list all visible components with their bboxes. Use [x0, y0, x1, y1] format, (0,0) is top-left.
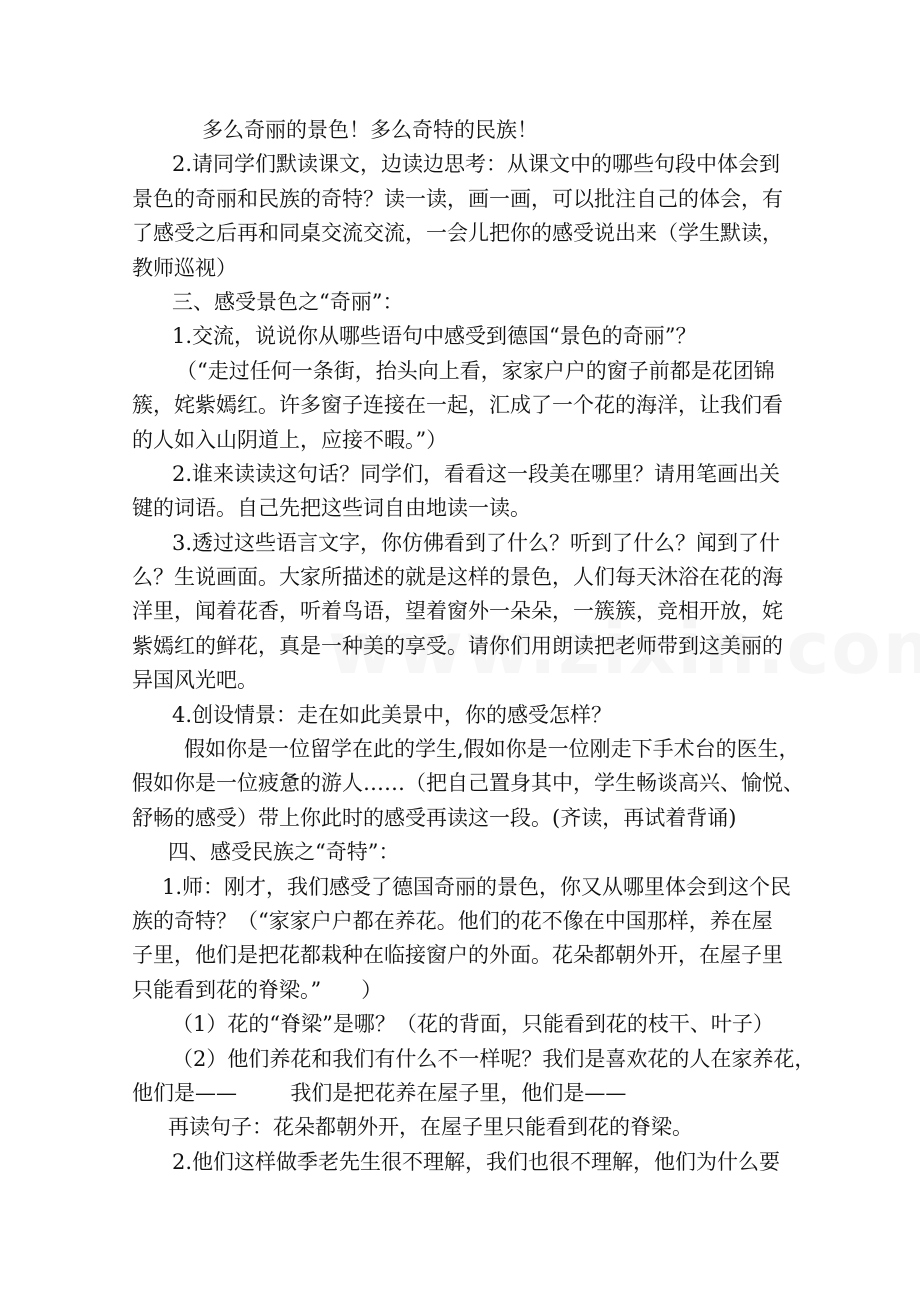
text-line: 3.透过这些语言文字，你仿佛看到了什么？听到了什么？闻到了什: [172, 530, 781, 555]
text-line: 假如你是一位留学在此的学生,假如你是一位刚走下手术台的医生，: [184, 737, 800, 762]
section-heading: 三、感受景色之“奇丽”：: [172, 289, 404, 314]
text-line: 2.谁来读读这句话？同学们，看看这一段美在哪里？请用笔画出关: [172, 461, 781, 486]
text-line: 只能看到花的脊梁。” ）: [132, 977, 383, 1002]
text-line: （“走过任何一条街，抬头向上看，家家户户的窗子前都是花团锦: [176, 358, 775, 383]
text-line: （1）花的“脊梁”是哪？（花的背面，只能看到花的枝干、叶子）: [172, 1012, 774, 1037]
text-line: 键的词语。自己先把这些词自由地读一读。: [132, 496, 531, 521]
text-line: 簇，姹紫嫣红。许多窗子连接在一起，汇成了一个花的海洋，让我们看: [132, 393, 783, 418]
section-heading: 四、感受民族之“奇特”：: [168, 840, 400, 865]
text-line: 假如你是一位疲惫的游人……（把自己置身其中，学生畅谈高兴、愉悦、: [132, 771, 804, 796]
text-line: 紫嫣红的鲜花，真是一种美的享受。请你们用朗读把老师带到这美丽的: [132, 633, 783, 658]
text-line: 4.创设情景：走在如此美景中，你的感受怎样？: [172, 702, 613, 727]
text-line: 再读句子：花朵都朝外开，在屋子里只能看到花的脊梁。: [168, 1115, 693, 1140]
watermark: [328, 606, 658, 690]
text-line: 了感受之后再和同桌交流交流，一会儿把你的感受说出来（学生默读，: [132, 221, 783, 246]
text-line: 洋里，闻着花香，听着鸟语，望着窗外一朵朵，一簇簇，竞相开放，姹: [132, 599, 783, 624]
text-line: 么？生说画面。大家所描述的就是这样的景色，人们每天沐浴在花的海: [132, 565, 783, 590]
text-line: 多么奇丽的景色！多么奇特的民族！: [202, 118, 538, 142]
text-line: 1.交流，说说你从哪些语句中感受到德国“景色的奇丽”？: [172, 324, 697, 349]
text-line: 舒畅的感受）带上你此时的感受再读这一段。(齐读，再试着背诵): [132, 805, 737, 830]
text-line: 异国风光吧。: [132, 668, 258, 693]
text-line: （2）他们养花和我们有什么不一样呢？我们是喜欢花的人在家养花，: [172, 1046, 816, 1071]
text-line: 教师巡视）: [132, 255, 237, 280]
text-line: 景色的奇丽和民族的奇特？读一读，画一画，可以批注自己的体会，有: [132, 186, 783, 211]
text-line: 的人如入山阴道上，应接不暇。”）: [132, 427, 448, 452]
text-line: 2.请同学们默读课文，边读边思考：从课文中的哪些句段中体会到: [172, 152, 781, 177]
text-line: 他们是—— 我们是把花养在屋子里，他们是——: [132, 1080, 627, 1105]
text-line: 子里，他们是把花都栽种在临接窗户的外面。花朵都朝外开，在屋子里: [132, 943, 783, 968]
text-line: 族的奇特？（“家家户户都在养花。他们的花不像在中国那样，养在屋: [132, 908, 773, 933]
text-line: 1.师：刚才，我们感受了德国奇丽的景色，你又从哪里体会到这个民: [162, 874, 792, 899]
text-line: 2.他们这样做季老先生很不理解，我们也很不理解，他们为什么要: [172, 1149, 781, 1174]
